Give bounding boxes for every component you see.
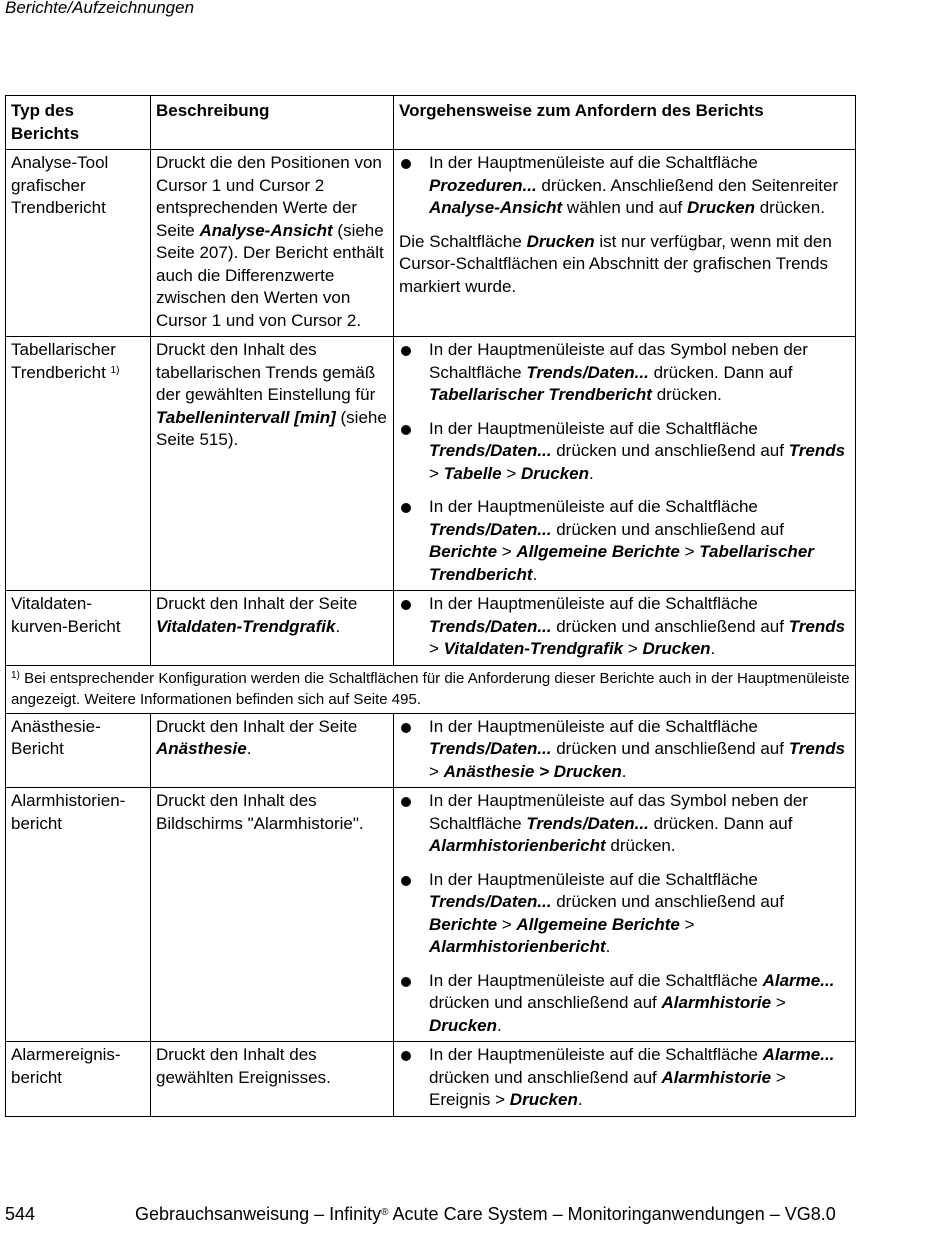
registered-mark: ® [381,1207,389,1218]
table-row [6,788,856,1042]
procedure-step: In der Hauptmenüleiste auf die Schaltfläche Alarme... drücken und anschließend auf Alarmhistorie > Drucken. [399,970,850,1038]
procedure-step: In der Hauptmenüleiste auf die Schaltfläche Trends/Daten... drücken und anschließend auf Berichte > Allgemeine Berichte > Alarmhistorienbericht. [399,869,850,959]
report-type-cell: Anästhesie-Bericht [6,713,151,788]
bullet-icon [401,159,411,169]
report-type-cell: Vitaldaten-kurven-Bericht [6,591,151,666]
description-cell: Druckt den Inhalt des gewählten Ereignisses. [151,1042,394,1117]
table-row [6,713,856,788]
procedure-step: In der Hauptmenüleiste auf die Schaltfläche Trends/Daten... drücken und anschließend auf Trends > Tabelle > Drucken. [399,418,850,486]
header-description: Beschreibung [151,96,394,150]
bullet-icon [401,600,411,610]
procedure-step: In der Hauptmenüleiste auf die Schaltfläche Trends/Daten... drücken und anschließend auf Trends > Vitaldaten-Trendgrafik > Drucken. [399,593,850,661]
procedure-cell [394,337,856,591]
table-row [6,1042,856,1117]
report-type-cell: Tabellarischer Trendbericht $^{1)}$ [6,337,151,591]
footnote-mark: 1) [11,669,20,681]
procedure-step: In der Hauptmenüleiste auf das Symbol neben der Schaltfläche Trends/Daten... drücken. Dann auf Alarmhistorienbericht drücken. [399,790,850,858]
procedure-step: In der Hauptmenüleiste auf die Schaltfläche Trends/Daten... drücken und anschließend auf Trends > Anästhesie > Drucken. [399,716,850,784]
procedure-cell [394,713,856,788]
page-number: 544 [5,1204,36,1224]
procedure-cell [394,788,856,1042]
procedure-cell [394,150,856,337]
header-report-type: Typ des Berichts [6,96,151,150]
table-row [6,591,856,666]
report-type-cell: Analyse-Tool grafischer Trendbericht [6,150,151,337]
table-row [6,337,856,591]
footnote-cell: $^{1)}$ Bei entsprechender Konfiguration werden die Schaltflächen für die Anforderung dieser Berichte auch in der Hauptmenüleiste angezeigt. Weitere Informationen befinden sich auf Seite 495. [6,665,856,713]
bullet-icon [401,1051,411,1061]
procedure-cell [394,1042,856,1117]
table-row [6,150,856,337]
procedure-step: In der Hauptmenüleiste auf die Schaltfläche Trends/Daten... drücken und anschließend auf Berichte > Allgemeine Berichte > Tabellarischer Trendbericht. [399,496,850,586]
footnote-ref: 1) [110,364,120,376]
report-type-cell: Alarmereignis-bericht [6,1042,151,1117]
table-header-row [6,96,856,150]
description-cell: Druckt die den Positionen von Cursor 1 und Cursor 2 entsprechenden Werte der Seite Analyse-Ansicht (siehe Seite 207). Der Bericht enthält auch die Differenzwerte zwischen den Werten von Cursor 1 und von Cursor 2. [151,150,394,337]
document-title: Gebrauchsanweisung – Infinity® Acute Care System – Monitoringanwendungen – VG8.0 [135,1204,836,1224]
bullet-icon [401,876,411,886]
bullet-icon [401,503,411,513]
description-cell: Druckt den Inhalt des Bildschirms "Alarmhistorie". [151,788,394,1042]
report-table [5,95,856,1117]
procedure-step: In der Hauptmenüleiste auf die Schaltfläche Prozeduren... drücken. Anschließend den Seitenreiter Analyse-Ansicht wählen und auf Drucken drücken. [399,152,850,220]
procedure-note: Die Schaltfläche Drucken ist nur verfügbar, wenn mit den Cursor-Schaltflächen ein Abschnitt der grafischen Trends markiert wurde. [399,231,832,296]
description-cell: Druckt den Inhalt des tabellarischen Trends gemäß der gewählten Einstellung für Tabellenintervall [min] (siehe Seite 515). [151,337,394,591]
header-procedure: Vorgehensweise zum Anfordern des Berichts [394,96,856,150]
bullet-icon [401,977,411,987]
bullet-icon [401,346,411,356]
page-header: Berichte/Aufzeichnungen [5,0,195,17]
description-cell: Druckt den Inhalt der Seite Vitaldaten-Trendgrafik. [151,591,394,666]
procedure-cell [394,591,856,666]
bullet-icon [401,425,411,435]
footnote-row [6,665,856,713]
bullet-icon [401,723,411,733]
bullet-icon [401,797,411,807]
report-type-cell: Alarmhistorien-bericht [6,788,151,1042]
procedure-step: In der Hauptmenüleiste auf das Symbol neben der Schaltfläche Trends/Daten... drücken. Dann auf Tabellarischer Trendbericht drücken. [399,339,850,407]
procedure-step: In der Hauptmenüleiste auf die Schaltfläche Alarme... drücken und anschließend auf Alarmhistorie > Ereignis > Drucken. [399,1044,850,1112]
description-cell: Druckt den Inhalt der Seite Anästhesie. [151,713,394,788]
